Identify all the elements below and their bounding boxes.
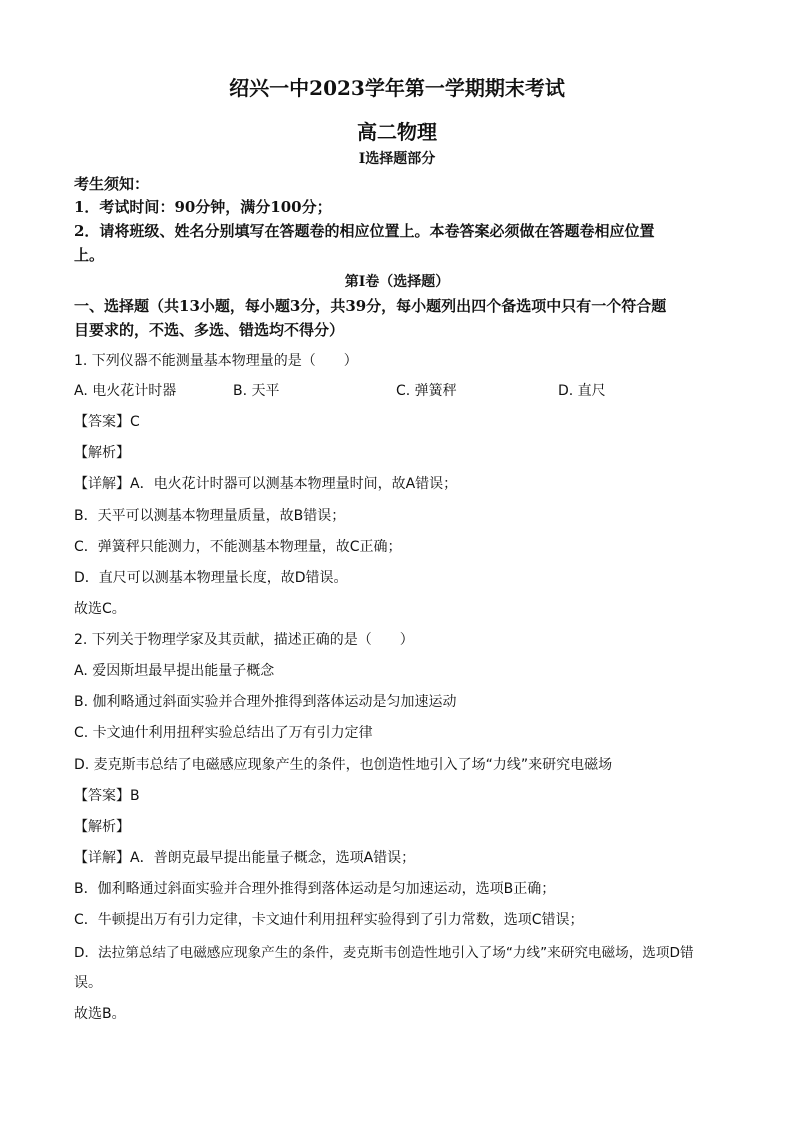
volume-title: 第Ⅰ卷（选择题） [344,274,450,290]
section-heading: 一、选择题（共13小题，每小题3分，共39分，每小题列出四个备选项中只有一个符合题 [74,297,667,315]
detail-line: C．弹簧秤只能测力，不能测基本物理量，故C正确； [74,539,402,555]
option-a: A. 爱因斯坦最早提出能量子概念 [74,663,275,679]
detail-line: D．直尺可以测基本物理量长度，故D错误。 [74,570,348,586]
answer: 【答案】B [74,788,140,804]
subject-title: 高二物理 [357,120,437,144]
notice-item: 上。 [74,246,105,264]
detail-line: B．天平可以测基本物理量质量，故B错误； [74,508,346,524]
analysis-label: 【解析】 [74,819,130,835]
part-title: Ⅰ选择题部分 [358,151,436,167]
option-b: B. 伽利略通过斜面实验并合理外推得到落体运动是匀加速运动 [74,694,457,710]
option-d: D. 麦克斯韦总结了电磁感应现象产生的条件，也创造性地引入了场“力线”来研究电磁场 [74,757,613,773]
answer: 【答案】C [74,414,140,430]
notice-heading: 考生须知： [74,175,150,193]
detail-line: 故选C。 [74,601,126,617]
detail-line: B．伽利略通过斜面实验并合理外推得到落体运动是匀加速运动，选项B正确； [74,881,556,897]
option-c: C. 卡文迪什利用扭秤实验总结出了万有引力定律 [74,725,373,741]
detail-line: C．牛顿提出万有引力定律，卡文迪什利用扭秤实验得到了引力常数，选项C错误； [74,912,584,928]
option-a: A. 电火花计时器 [74,383,177,399]
exam-title: 绍兴一中2023学年第一学期期末考试 [229,76,565,100]
notice-item: 1．考试时间：90分钟，满分100分； [74,198,332,216]
detail-line: 误。 [74,975,102,991]
option-b: B. 天平 [233,383,280,399]
detail-line: 【详解】A．普朗克最早提出能量子概念，选项A错误； [74,850,416,866]
analysis-label: 【解析】 [74,445,130,461]
question-stem: 1. 下列仪器不能测量基本物理量的是（ ） [74,353,358,369]
notice-item: 2．请将班级、姓名分别填写在答题卷的相应位置上。本卷答案必须做在答题卷相应位置 [74,222,655,240]
option-c: C. 弹簧秤 [396,383,457,399]
option-d: D. 直尺 [558,383,606,399]
question-stem: 2. 下列关于物理学家及其贡献，描述正确的是（ ） [74,632,414,648]
detail-line: 【详解】A．电火花计时器可以测基本物理量时间，故A错误； [74,476,458,492]
section-heading: 目要求的，不选、多选、错选均不得分） [74,321,345,339]
detail-line: D．法拉第总结了电磁感应现象产生的条件，麦克斯韦创造性地引入了场“力线”来研究电磁场，选项D错 [74,945,694,961]
detail-line: 故选B。 [74,1006,126,1022]
